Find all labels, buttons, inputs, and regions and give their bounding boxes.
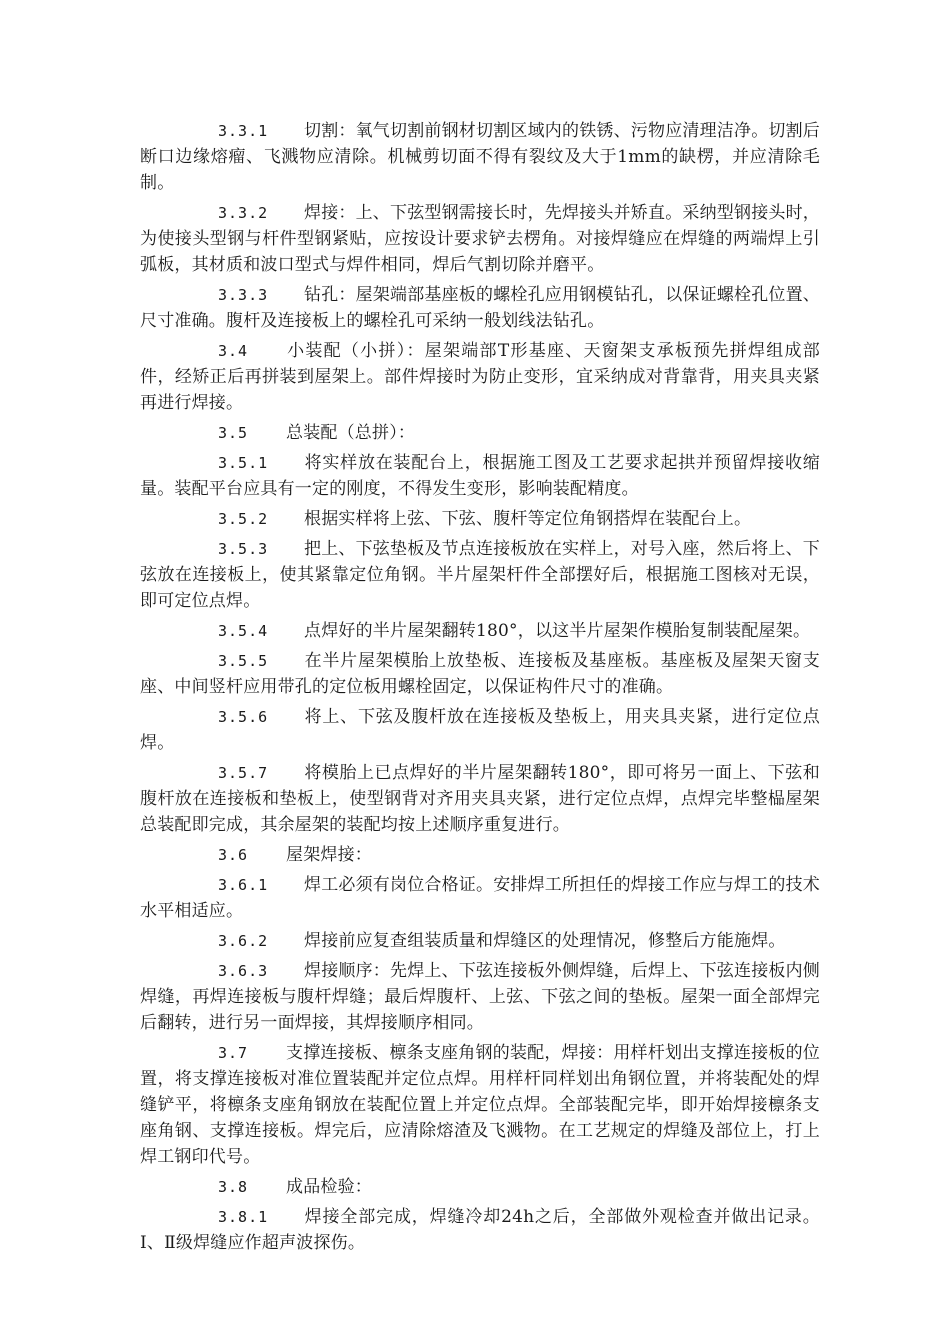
- section-number: 3.6.3: [218, 962, 269, 980]
- paragraph-3-3-3: [140, 282, 820, 334]
- paragraph-3-6-2: [140, 928, 820, 954]
- paragraph-3-6-3: [140, 958, 820, 1036]
- paragraph-3-5-7: [140, 760, 820, 838]
- paragraph-3-5-3: [140, 536, 820, 614]
- paragraph-text: 根据实样将上弦、下弦、腹杆等定位角钢搭焊在装配台上。: [304, 509, 752, 529]
- paragraph-3-5: [140, 420, 820, 446]
- paragraph-3-6-1: [140, 872, 820, 924]
- section-number: 3.8: [218, 1178, 249, 1196]
- paragraph-3-8: [140, 1174, 820, 1200]
- paragraph-text: 将上、下弦及腹杆放在连接板及垫板上，用夹具夹紧，进行定位点焊。: [140, 707, 820, 753]
- paragraph-text: 焊接：上、下弦型钢需接长时，先焊接头并矫直。采纳型钢接头时，为使接头型钢与杆件型钢紧贴，应按设计要求铲去楞角。对接焊缝应在焊缝的两端焊上引弧板，其材质和波口型式与焊件相同，焊后气割切除并磨平。: [140, 203, 820, 275]
- section-number: 3.5.2: [218, 510, 269, 528]
- paragraph-text: 焊接前应复查组装质量和焊缝区的处理情况，修整后方能施焊。: [304, 931, 786, 951]
- section-number: 3.5: [218, 424, 249, 442]
- section-number: 3.4: [218, 342, 249, 360]
- section-number: 3.3.1: [218, 122, 269, 140]
- paragraph-text: 焊接顺序：先焊上、下弦连接板外侧焊缝，后焊上、下弦连接板内侧焊缝，再焊连接板与腹杆焊缝；最后焊腹杆、上弦、下弦之间的垫板。屋架一面全部焊完后翻转，进行另一面焊接，其焊接顺序相同。: [140, 961, 820, 1033]
- paragraph-3-5-5: [140, 648, 820, 700]
- paragraph-text: 点焊好的半片屋架翻转180°，以这半片屋架作模胎复制装配屋架。: [304, 621, 811, 641]
- section-number: 3.8.1: [218, 1208, 269, 1226]
- paragraph-text: 屋架焊接：: [286, 845, 372, 865]
- paragraph-3-5-6: [140, 704, 820, 756]
- document-body: [140, 118, 820, 1256]
- paragraph-text: 将模胎上已点焊好的半片屋架翻转180°，即可将另一面上、下弦和腹杆放在连接板和垫板上，使型钢背对齐用夹具夹紧，进行定位点焊，点焊完毕整榀屋架总装配即完成，其余屋架的装配均按上述顺序重复进行。: [140, 763, 820, 835]
- paragraph-text: 小装配（小拼）：屋架端部T形基座、天窗架支承板预先拼焊组成部件，经矫正后再拼装到屋架上。部件焊接时为防止变形，宜采纳成对背靠背，用夹具夹紧再进行焊接。: [140, 341, 820, 413]
- paragraph-text: 总装配（总拼）：: [286, 423, 416, 443]
- section-number: 3.3.2: [218, 204, 269, 222]
- paragraph-3-3-2: [140, 200, 820, 278]
- section-number: 3.5.6: [218, 708, 269, 726]
- section-number: 3.6.1: [218, 876, 269, 894]
- paragraph-text: 在半片屋架模胎上放垫板、连接板及基座板。基座板及屋架天窗支座、中间竖杆应用带孔的定位板用螺栓固定，以保证构件尺寸的准确。: [140, 651, 820, 697]
- paragraph-3-5-1: [140, 450, 820, 502]
- paragraph-text: 成品检验：: [286, 1177, 372, 1197]
- section-number: 3.6: [218, 846, 249, 864]
- section-number: 3.6.2: [218, 932, 269, 950]
- section-number: 3.5.5: [218, 652, 269, 670]
- paragraph-text: 焊工必须有岗位合格证。安排焊工所担任的焊接工作应与焊工的技术水平相适应。: [140, 875, 820, 921]
- paragraph-3-3-1: [140, 118, 820, 196]
- paragraph-3-7: [140, 1040, 820, 1170]
- section-number: 3.5.7: [218, 764, 269, 782]
- section-number: 3.5.4: [218, 622, 269, 640]
- paragraph-3-8-1: [140, 1204, 820, 1256]
- paragraph-3-5-4: [140, 618, 820, 644]
- paragraph-3-6: [140, 842, 820, 868]
- paragraph-3-5-2: [140, 506, 820, 532]
- paragraph-text: 支撑连接板、檩条支座角钢的装配，焊接：用样杆划出支撑连接板的位置，将支撑连接板对准位置装配并定位点焊。用样杆同样划出角钢位置，并将装配处的焊缝铲平，将檩条支座角钢放在装配位置上并定位点焊。全部装配完毕，即开始焊接檩条支座角钢、支撑连接板。焊完后，应清除熔渣及飞溅物。在工艺规定的焊缝及部位上，打上焊工钢印代号。: [140, 1043, 820, 1167]
- paragraph-text: 钻孔：屋架端部基座板的螺栓孔应用钢模钻孔，以保证螺栓孔位置、尺寸准确。腹杆及连接板上的螺栓孔可采纳一般划线法钻孔。: [140, 285, 820, 331]
- paragraph-text: 焊接全部完成，焊缝冷却24h之后，全部做外观检查并做出记录。Ⅰ、Ⅱ级焊缝应作超声波探伤。: [140, 1207, 820, 1253]
- paragraph-3-4: [140, 338, 820, 416]
- section-number: 3.5.3: [218, 540, 269, 558]
- paragraph-text: 切割：氧气切割前钢材切割区域内的铁锈、污物应清理洁净。切割后断口边缘熔瘤、飞溅物应清除。机械剪切面不得有裂纹及大于1mm的缺楞，并应清除毛制。: [140, 121, 820, 193]
- section-number: 3.7: [218, 1044, 249, 1062]
- section-number: 3.5.1: [218, 454, 269, 472]
- paragraph-text: 把上、下弦垫板及节点连接板放在实样上，对号入座，然后将上、下弦放在连接板上，使其紧靠定位角钢。半片屋架杆件全部摆好后，根据施工图核对无误，即可定位点焊。: [140, 539, 820, 611]
- paragraph-text: 将实样放在装配台上，根据施工图及工艺要求起拱并预留焊接收缩量。装配平台应具有一定的刚度，不得发生变形，影响装配精度。: [140, 453, 820, 499]
- section-number: 3.3.3: [218, 286, 269, 304]
